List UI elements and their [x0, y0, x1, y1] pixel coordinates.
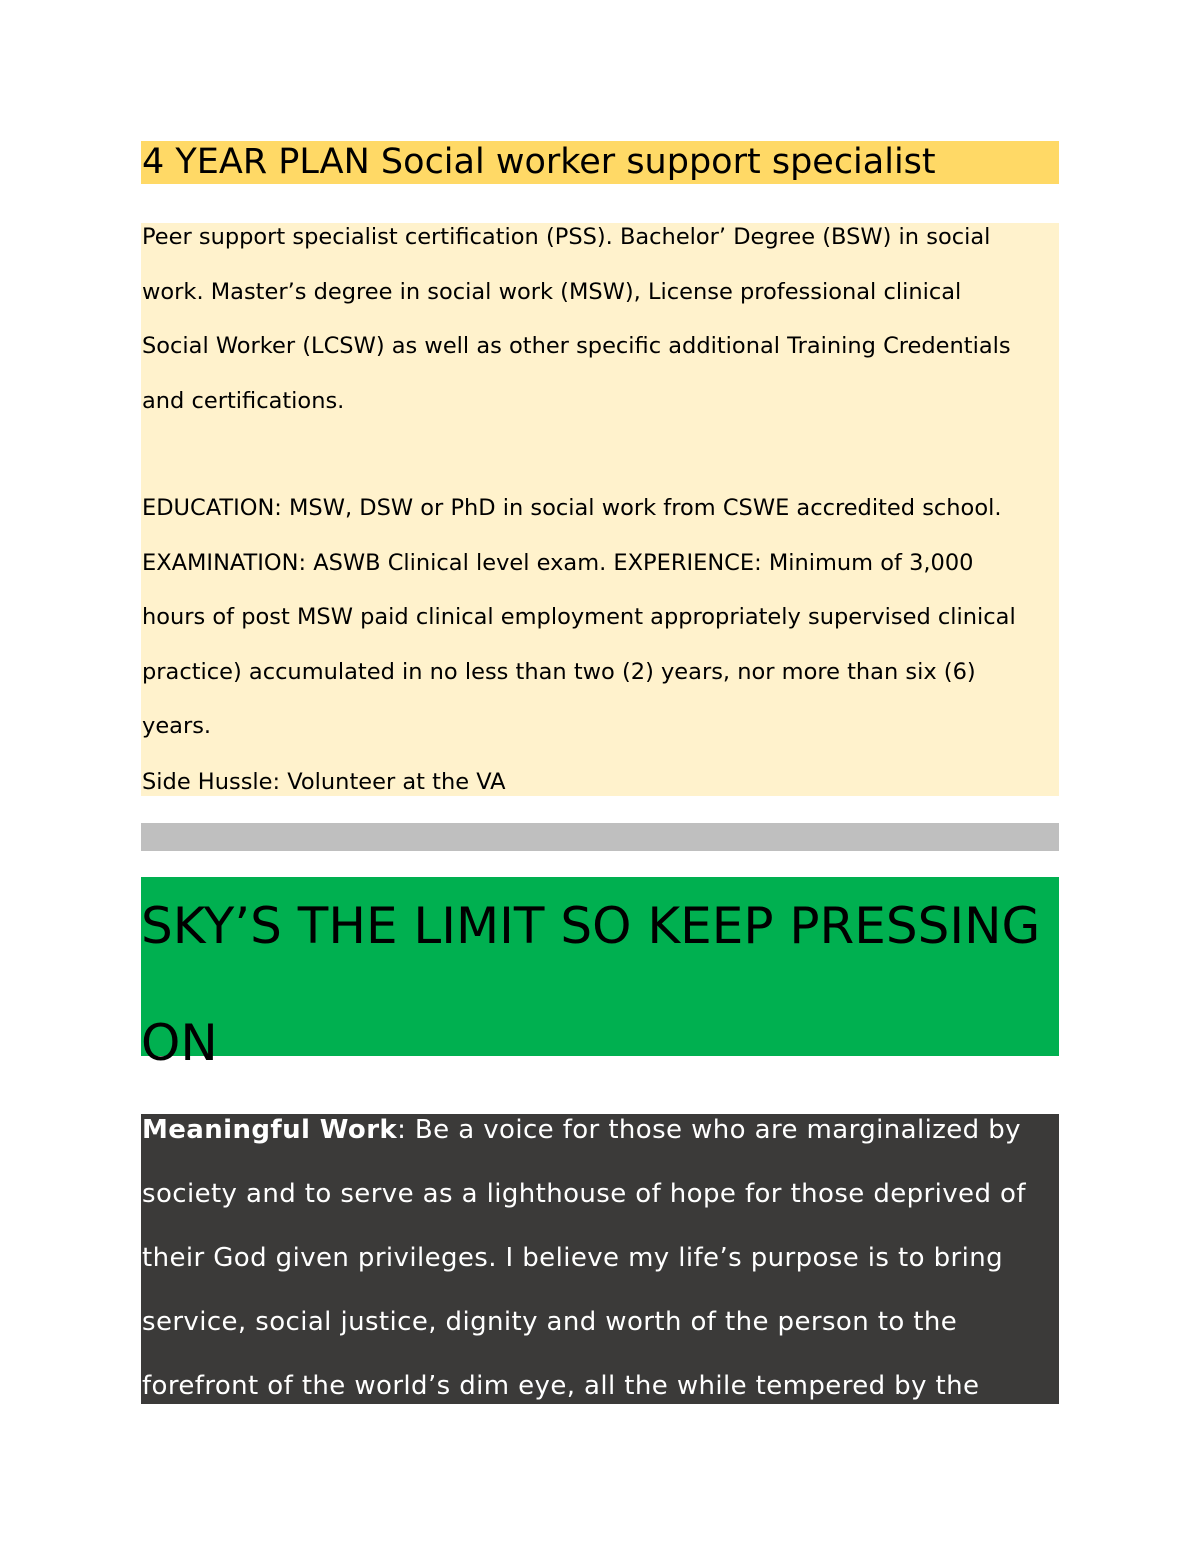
meaningful-work-line: service, social justice, dignity and worth of the person to the — [142, 1307, 958, 1337]
motto-line: SKY’S THE LIMIT SO KEEP PRESSING — [141, 897, 1041, 955]
education-line: years. — [142, 713, 212, 739]
gray-divider — [141, 823, 1059, 851]
side-hustle-text: Side Hussle: Volunteer at the VA — [142, 769, 506, 795]
meaningful-work-section — [141, 1114, 1059, 1404]
requirements-line: Social Worker (LCSW) as well as other specific additional Training Credentials — [142, 333, 1011, 359]
motto-line: ON — [141, 1014, 218, 1072]
meaningful-work-text — [142, 1114, 1058, 1404]
meaningful-work-line: their God given privileges. I believe my life’s purpose is to bring — [142, 1243, 1004, 1273]
meaningful-work-line: society and to serve as a lighthouse of hope for those deprived of — [142, 1179, 1026, 1209]
education-line: practice) accumulated in no less than two (2) years, nor more than six (6) — [142, 658, 976, 685]
meaningful-work-label: Meaningful Work — [142, 1115, 398, 1145]
education-line: hours of post MSW paid clinical employment appropriately supervised clinical — [142, 604, 1016, 630]
requirements-section — [142, 210, 1058, 754]
meaningful-work-line — [142, 1114, 1058, 1162]
page-title: 4 YEAR PLAN Social worker support specialist — [142, 142, 936, 182]
education-line: EXAMINATION: ASWB Clinical level exam. EXPERIENCE: Minimum of 3,000 — [142, 549, 974, 576]
paragraph-gap — [142, 428, 1058, 481]
meaningful-work-line: forefront of the world’s dim eye, all the while tempered by the — [142, 1371, 980, 1401]
meaningful-work-intro: : Be a voice for those who are marginalized by — [397, 1115, 1021, 1145]
motto-heading — [141, 868, 1059, 1102]
requirements-line: and certifications. — [142, 387, 345, 414]
requirements-line: work. Master’s degree in social work (MSW), License professional clinical — [142, 278, 962, 305]
education-line: EDUCATION: MSW, DSW or PhD in social work from CSWE accredited school. — [142, 495, 1002, 521]
requirements-line: Peer support specialist certification (PSS). Bachelor’ Degree (BSW) in social — [142, 224, 991, 250]
